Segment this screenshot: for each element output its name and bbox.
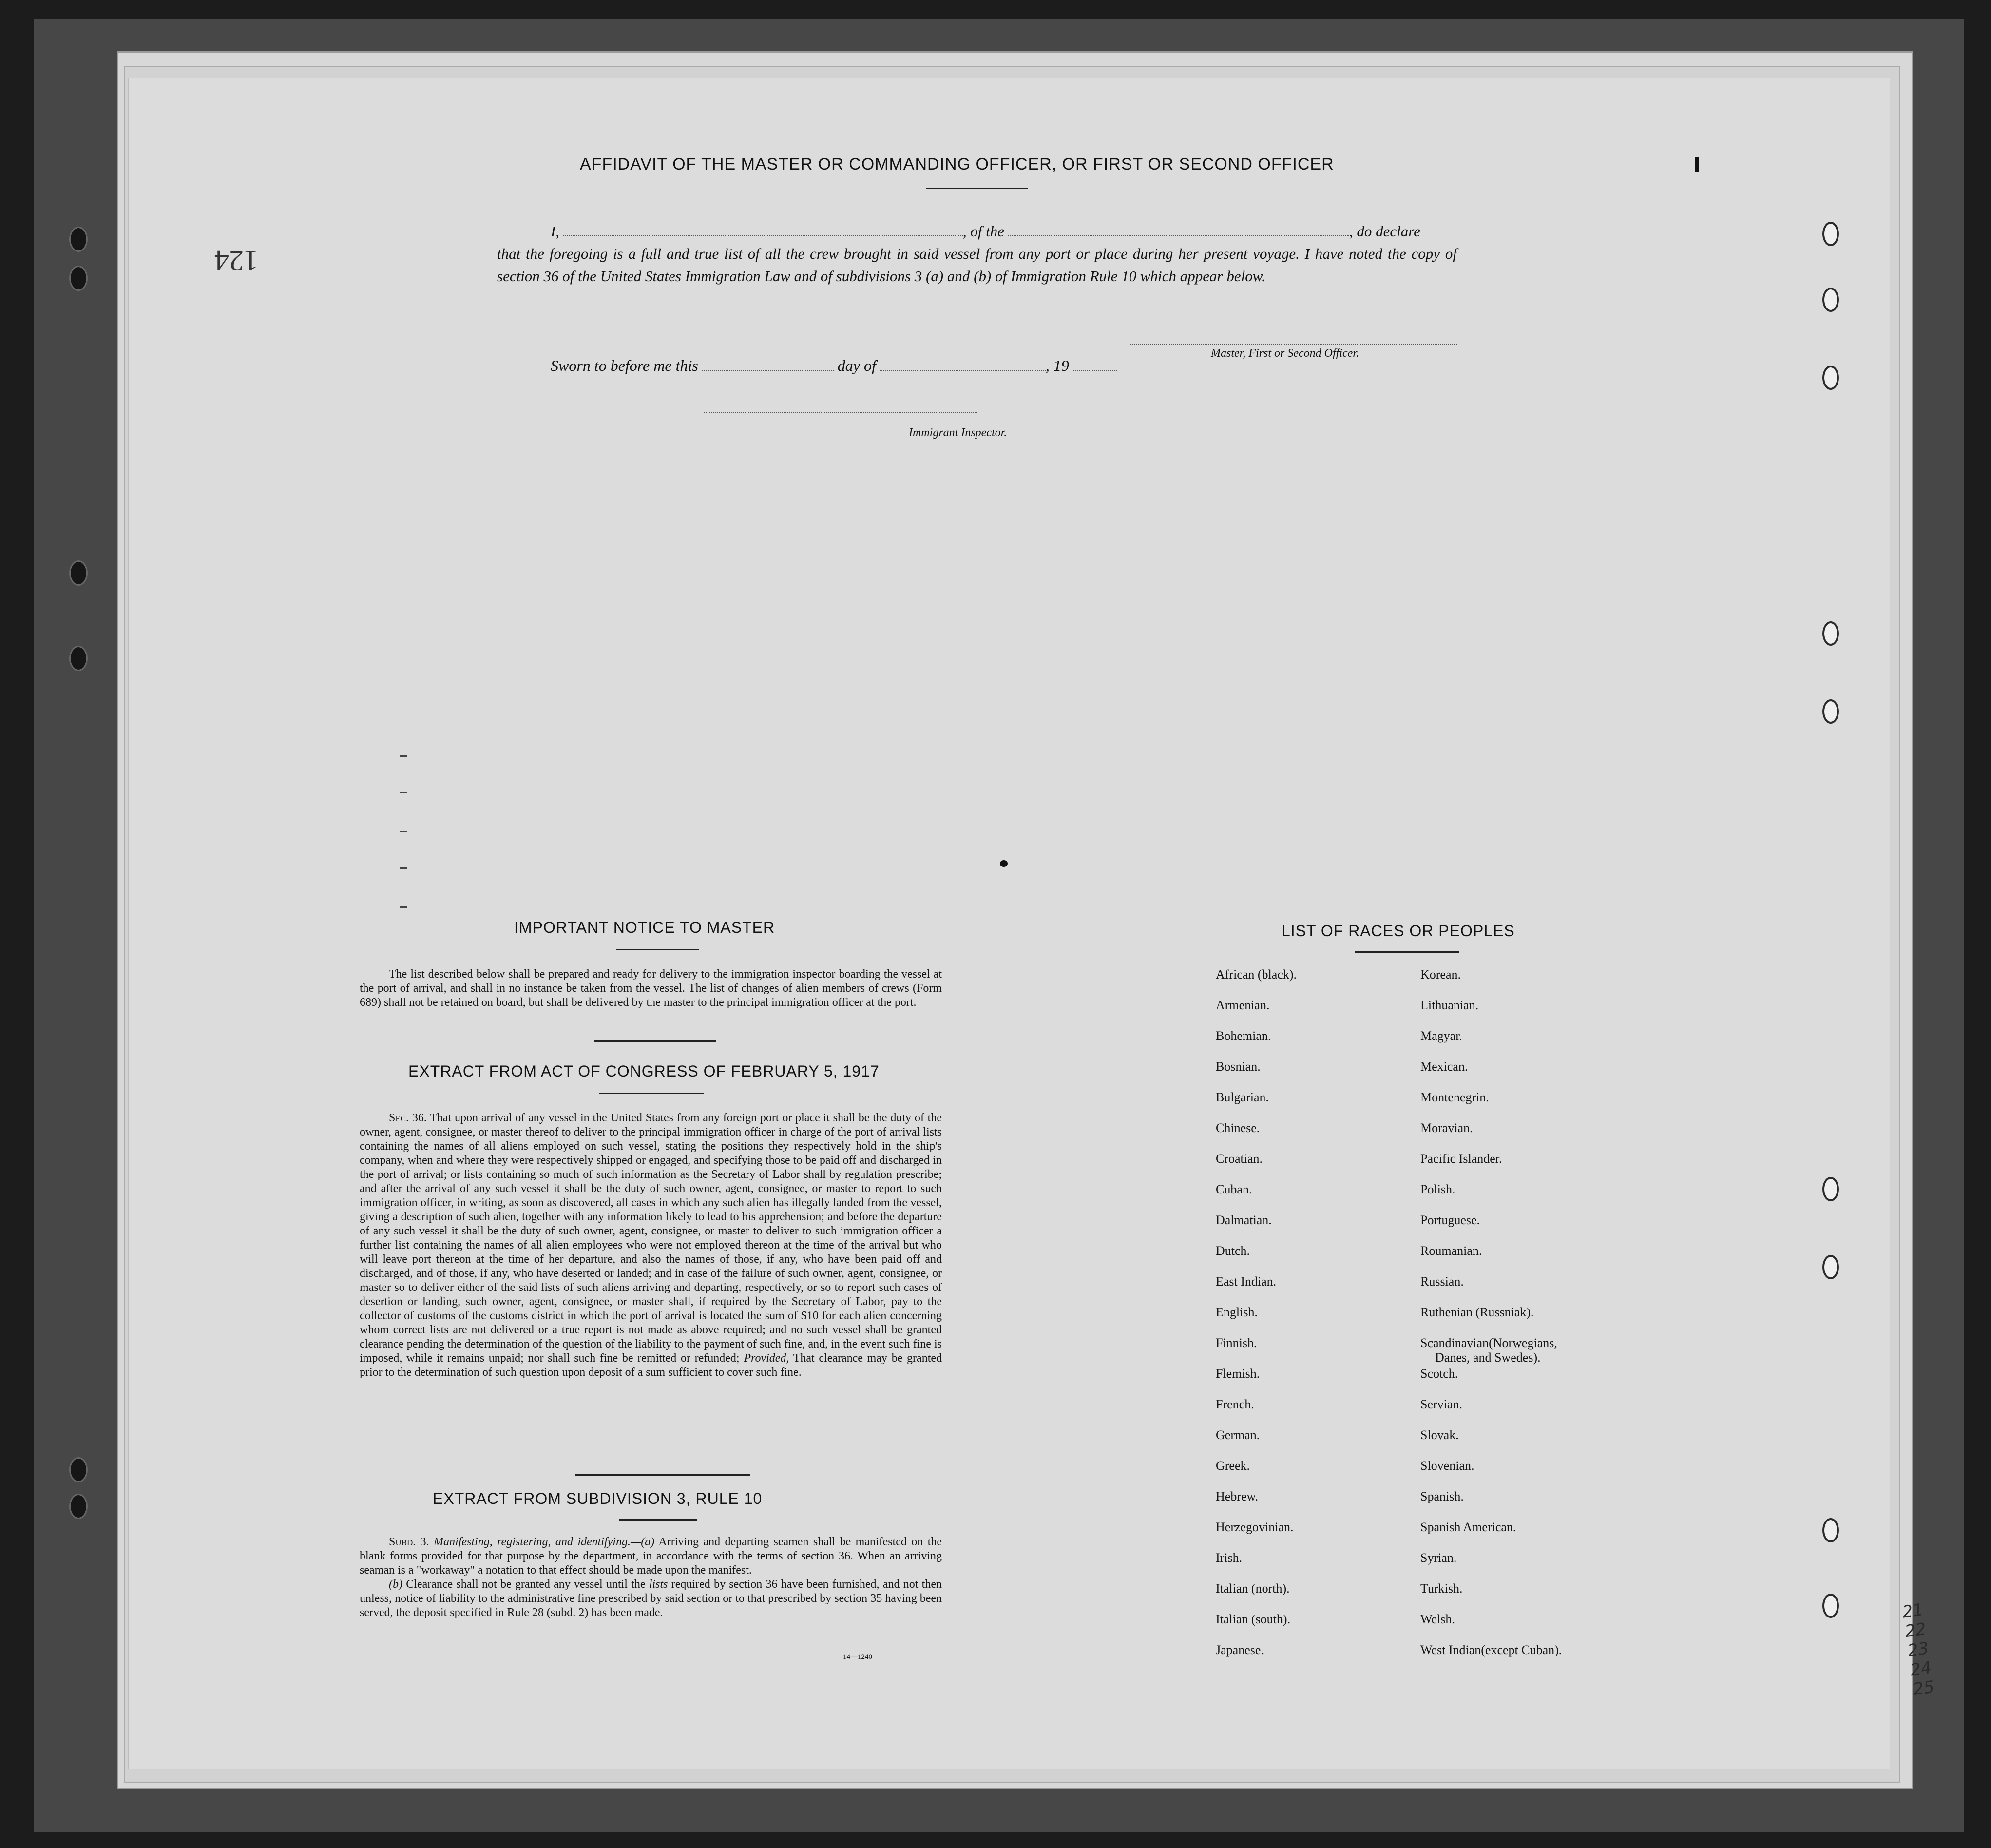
- race-item: Syrian.: [1420, 1551, 1457, 1565]
- race-item: Lithuanian.: [1420, 998, 1479, 1012]
- margin-dash: [400, 792, 407, 793]
- race-item: Italian (south).: [1216, 1612, 1291, 1626]
- binder-hole: [69, 227, 88, 252]
- race-item: German.: [1216, 1428, 1260, 1442]
- race-item: Dalmatian.: [1216, 1213, 1272, 1227]
- sworn-day-of: day of: [837, 357, 876, 374]
- act-bottom-rule: [575, 1474, 750, 1476]
- race-item: Polish.: [1420, 1182, 1455, 1196]
- binder-hole: [69, 266, 88, 291]
- race-item: Portuguese.: [1420, 1213, 1480, 1227]
- signature-line[interactable]: [1130, 344, 1457, 345]
- races-left-column: [1216, 967, 1297, 1674]
- sworn-prefix: Sworn to before me this: [551, 357, 698, 374]
- signature-caption: Master, First or Second Officer.: [1211, 347, 1359, 360]
- inspector-signature-line[interactable]: [704, 412, 977, 413]
- race-item: Japanese.: [1216, 1643, 1264, 1657]
- punch-hole: [1822, 288, 1839, 312]
- margin-dash: [400, 906, 407, 908]
- title-rule: [926, 188, 1028, 189]
- race-item: Finnish.: [1216, 1336, 1257, 1350]
- margin-page-number: 124: [214, 245, 258, 277]
- race-item: Slovak.: [1420, 1428, 1459, 1442]
- sworn-year: , 19: [1045, 357, 1069, 374]
- b-lists: lists: [649, 1578, 668, 1591]
- notice-bottom-rule: [594, 1040, 716, 1042]
- affidavit-title: AFFIDAVIT OF THE MASTER OR COMMANDING OFFICER, OR FIRST OR SECOND OFFICER: [580, 155, 1334, 173]
- race-item: Bulgarian.: [1216, 1090, 1269, 1104]
- race-item: Magyar.: [1420, 1029, 1462, 1043]
- race-item: East Indian.: [1216, 1274, 1277, 1289]
- race-item: Greek.: [1216, 1459, 1250, 1473]
- notice-heading: IMPORTANT NOTICE TO MASTER: [514, 919, 775, 936]
- subd-title: Manifesting, registering, and identifying.—(a): [434, 1536, 655, 1548]
- race-item: Spanish American.: [1420, 1520, 1516, 1534]
- notice-text: [360, 967, 942, 1010]
- affidavit-of-the: , of the: [962, 223, 1005, 240]
- affidavit-first-line: [497, 220, 1457, 243]
- race-item: West Indian(except Cuban).: [1420, 1643, 1562, 1657]
- race-item: Herzegovinian.: [1216, 1520, 1294, 1534]
- punch-hole: [1822, 699, 1839, 724]
- b-text-1: Clearance shall not be granted any vessel until the: [406, 1578, 646, 1591]
- affidavit-i: I,: [551, 223, 560, 240]
- punch-hole: [1822, 366, 1839, 390]
- act-rule: [599, 1093, 704, 1094]
- b-label: (b): [389, 1578, 402, 1591]
- race-item: Armenian.: [1216, 998, 1270, 1012]
- race-item: Bohemian.: [1216, 1029, 1271, 1043]
- affidavit-statement: that the foregoing is a full and true list of all the crew brought in said vessel from any port or place during her present voyage. I have noted the copy of section 36 of the United States Immigration Law and of subdivisions 3 (a) and (b) of Immigration Rule 10 which appear below.: [497, 245, 1457, 285]
- race-item: Ruthenian (Russniak).: [1420, 1305, 1534, 1319]
- punch-hole: [1822, 621, 1839, 646]
- race-item: Montenegrin.: [1420, 1090, 1489, 1104]
- binder-hole: [69, 560, 88, 586]
- sworn-year-blank[interactable]: [1073, 358, 1117, 371]
- binder-hole: [69, 1494, 88, 1519]
- race-item: Russian.: [1420, 1274, 1464, 1289]
- race-item: Slovenian.: [1420, 1459, 1474, 1473]
- sworn-line: [551, 357, 1117, 375]
- act-paragraph: That upon arrival of any vessel in the United States from any foreign port or place it shall be the duty of the owner, agent, consignee, or master thereof to deliver to the principal immigration officer in charge of the port of arrival lists containing the names of all aliens employed on such vessel, stating the positions they respectively hold in the ship's company, when and where they were respectively shipped or engaged, and specifying those to be paid off and discharged in the port of arrival; or lists containing so much of such information as the Secretary of Labor shall by regulation prescribe; and after the arrival of any such vessel it shall be the duty of such owner, agent, consignee, or master to report to such immigration officer, in writing, as soon as discovered, all cases in which any such alien has illegally landed from the vessel, giving a description of such alien, together with any information likely to lead to his apprehension; and before the departure of any such vessel it shall be the duty of such owner, agent, consignee, or master to deliver to such immigration officer a further list containing the names of all alien employees who were not employed thereon at the time of the arrival but who will leave port thereon at the time of her departure, and also the names of those, if any, who have been paid off and discharged, and of those, if any, who have deserted or landed; and in case of the failure of such owner, agent, consignee, or master so to deliver either of the said lists of such aliens arriving and departing, respectively, or so to report such cases of desertion or landing, such owner, agent, consignee, or master shall, if required by the Secretary of Labor, pay to the collector of customs of the customs district in which the port of arrival is located the sum of $10 for each alien concerning whom correct lists are not delivered or a true report is not made as above required; and no such vessel shall be granted clearance pending the determination of the question of the liability to the payment of such fine, and, in the event such fine is imposed, while it remains unpaid; nor shall such fine be remitted or refunded;: [360, 1112, 942, 1365]
- subd-paragraph: Arriving and departing seamen shall be manifested on the blank forms provided for that purpose by the department, in accordance with the terms of section 36. When an arriving seaman is a "workaway" a notation to that effect should be made upon the manifest.: [360, 1536, 942, 1577]
- race-item: Moravian.: [1420, 1121, 1473, 1135]
- race-item: Croatian.: [1216, 1152, 1263, 1166]
- punch-hole: [1822, 1518, 1839, 1542]
- binder-hole: [69, 646, 88, 671]
- punch-hole: [1822, 1255, 1839, 1279]
- binder-hole: [69, 1457, 88, 1482]
- notice-rule: [616, 949, 699, 950]
- race-item: Spanish.: [1420, 1489, 1464, 1503]
- handwritten-annotation: 21 22 23 24 25: [1901, 1599, 1935, 1700]
- punch-hole: [1822, 1594, 1839, 1618]
- race-item: Scotch.: [1420, 1367, 1458, 1381]
- sec-label: Sec. 36.: [389, 1112, 427, 1124]
- margin-dash: [400, 831, 407, 832]
- race-item: French.: [1216, 1397, 1254, 1411]
- race-item: [1420, 1336, 1562, 1367]
- races-rule: [1355, 951, 1459, 953]
- race-item-line: Danes, and Swedes).: [1435, 1350, 1541, 1365]
- ink-mark: [1695, 157, 1699, 172]
- race-item: Cuban.: [1216, 1182, 1252, 1196]
- punch-hole: [1822, 1177, 1839, 1201]
- race-item: Chinese.: [1216, 1121, 1260, 1135]
- race-item: Bosnian.: [1216, 1059, 1261, 1074]
- race-item: English.: [1216, 1305, 1258, 1319]
- race-item: Italian (north).: [1216, 1581, 1290, 1596]
- name-blank[interactable]: [563, 224, 963, 236]
- race-item: Pacific Islander.: [1420, 1152, 1502, 1166]
- rule-rule: [619, 1519, 697, 1521]
- races-right-column: [1420, 967, 1562, 1674]
- act-heading: EXTRACT FROM ACT OF CONGRESS OF FEBRUARY 5, 1917: [408, 1062, 880, 1080]
- races-heading: LIST OF RACES OR PEOPLES: [1282, 922, 1515, 940]
- vessel-blank[interactable]: [1008, 224, 1349, 236]
- race-item: Irish.: [1216, 1551, 1243, 1565]
- rule-text: [360, 1535, 942, 1620]
- sworn-day-blank[interactable]: [702, 358, 834, 371]
- rule-heading: EXTRACT FROM SUBDIVISION 3, RULE 10: [433, 1490, 763, 1507]
- notice-paragraph: The list described below shall be prepared and ready for delivery to the immigration inspector boarding the vessel at the port of arrival, and shall in no instance be taken from the vessel. The list of changes of alien members of crews (Form 689) shall not be retained on board, but shall be delivered by the master to the principal immigration officer at the port.: [360, 968, 942, 1009]
- race-item-line: Scandinavian(Norwegians,: [1420, 1336, 1557, 1350]
- ink-mark: [1000, 860, 1008, 867]
- provided-text: That clearance may be granted prior to the determination of such question upon deposit of a sum sufficient to cover such fine.: [360, 1352, 942, 1379]
- form-page: [128, 78, 1890, 1769]
- race-item: African (black).: [1216, 967, 1297, 982]
- provided-label: Provided,: [744, 1352, 789, 1365]
- race-item: Flemish.: [1216, 1367, 1260, 1381]
- affidavit-body: [497, 220, 1457, 288]
- race-item: Dutch.: [1216, 1244, 1250, 1258]
- sworn-month-blank[interactable]: [880, 358, 1046, 371]
- race-item: Turkish.: [1420, 1581, 1463, 1596]
- race-item: Mexican.: [1420, 1059, 1468, 1074]
- subd-label: Subd. 3.: [389, 1536, 429, 1548]
- race-item: Servian.: [1420, 1397, 1462, 1411]
- form-number: 14—1240: [843, 1653, 872, 1661]
- act-text: [360, 1111, 942, 1380]
- affidavit-declare: , do declare: [1349, 223, 1420, 240]
- punch-hole: [1822, 222, 1839, 246]
- b-text-2: required by section 36 have been furnished, and not then unless, notice of liability to the administrative fine prescribed by said section or to that prescribed by section 35 having been served, the deposit specified in Rule 28 (subd. 2) has been made.: [360, 1578, 942, 1619]
- margin-dash: [400, 755, 407, 757]
- race-item: Korean.: [1420, 967, 1461, 982]
- race-item: Welsh.: [1420, 1612, 1455, 1626]
- margin-dash: [400, 867, 407, 869]
- race-item: Roumanian.: [1420, 1244, 1482, 1258]
- race-item: Hebrew.: [1216, 1489, 1259, 1503]
- inspector-caption: Immigrant Inspector.: [909, 426, 1007, 439]
